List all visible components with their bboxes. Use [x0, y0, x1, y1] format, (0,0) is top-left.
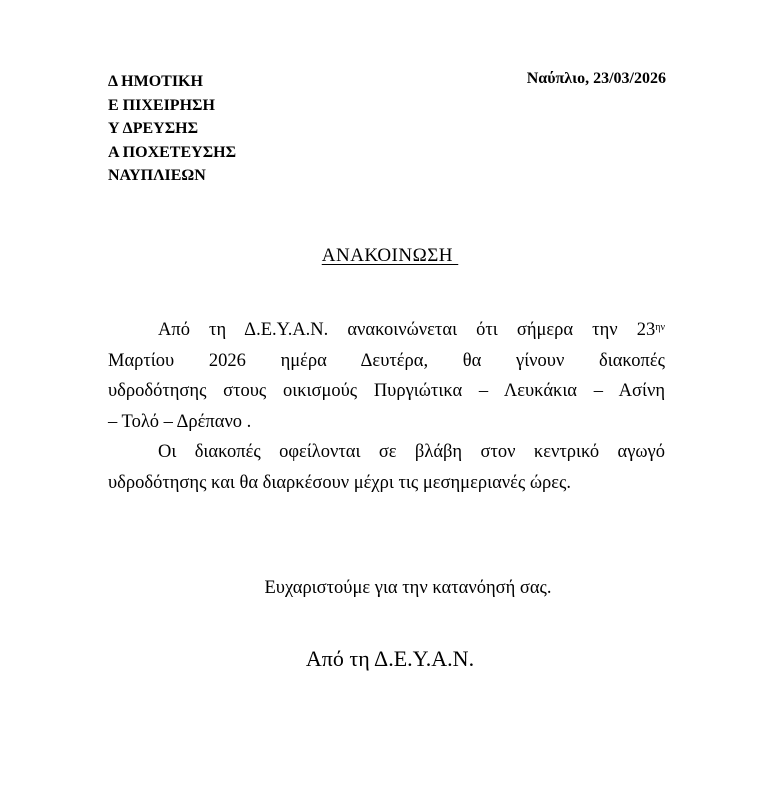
thanks-line: Ευχαριστούμε για την κατανόησή σας. [264, 578, 552, 598]
organization-line: ΝΑΥΠΛΙΕΩΝ [108, 167, 206, 184]
paragraph-1-line-1-text: Από τη Δ.Ε.Υ.Α.Ν. ανακοινώνεται ότι σήμερα την 23 [158, 320, 656, 340]
organization-line: Υ ΔΡΕΥΣΗΣ [108, 120, 199, 137]
organization-line: Ε ΠΙΧΕΙΡΗΣΗ [108, 96, 215, 114]
document-title [0, 245, 780, 267]
paragraph-2-line-1: Οι διακοπές οφείλονται σε βλάβη στον κεντρικό αγωγό [158, 442, 665, 463]
paragraph-1-line-3: υδροδότησης στους οικισμούς Πυργιώτικα – Λευκάκια – Ασίνη [108, 381, 665, 402]
organization-line: Α ΠΟΧΕΤΕΥΣΗΣ [108, 143, 237, 161]
paragraph-1-line-1 [108, 315, 665, 346]
paragraph-1-line-2: Μαρτίου 2026 ημέρα Δευτέρα, θα γίνουν διακοπές [108, 350, 665, 371]
paragraph-1-line-4: – Τολό – Δρέπανο . [108, 411, 252, 432]
document-title-text: ΑΝΑΚΟΙΝΩΣΗ [321, 245, 459, 266]
signature: Από τη Δ.Ε.Υ.Α.Ν. [305, 646, 475, 671]
place-date: Ναύπλιο, 23/03/2026 [526, 70, 666, 87]
announcement-body [108, 315, 665, 499]
organization-line: Δ ΗΜΟΤΙΚΗ [108, 73, 203, 90]
ordinal-suffix: ην [655, 322, 665, 333]
organization-name-block [108, 70, 236, 188]
paragraph-2-line-2: υδροδότησης και θα διαρκέσουν μέχρι τις μεσημεριανές ώρες. [108, 472, 571, 493]
